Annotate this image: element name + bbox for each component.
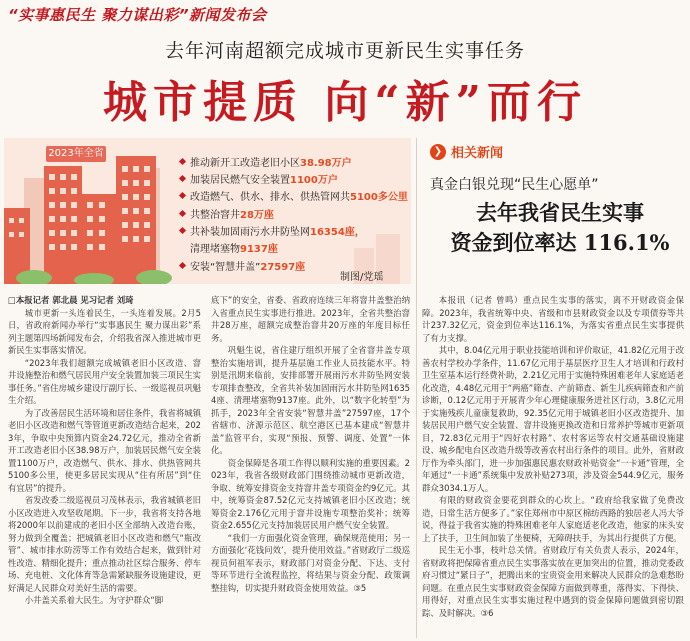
bullet-icon xyxy=(179,192,186,199)
related-title-line2: 资金到位率达 116.1% xyxy=(450,230,670,255)
article-column-1 xyxy=(8,294,201,640)
page-headline: 城市提质 向“新”而行 xyxy=(103,77,587,128)
infographic-items xyxy=(180,154,406,276)
byline: □本报记者 郭北晨 见习记者 刘琦 xyxy=(8,295,134,305)
paragraph: 底下”的安全，省委、省政府连续三年将窨井盖整治纳入省重点民生实事进行推进。2023年，全省共整治窨井28万座，超额完成整治窨井20万座的年度目标任务。 xyxy=(211,295,410,343)
year-tag: 2023年全省 xyxy=(46,146,106,162)
infographic-item: 共补装加固雨污水井防坠网 16354座， xyxy=(180,224,406,238)
paragraph: 资金保障是各项工作得以顺利实施的重要因素。2023年，我省各级财政部门围绕推动城市更新改造，争取、统筹安排资金支持窨井盖专项资金约9亿元。其中，统筹资金87.52亿元支持城镇老旧小区改造；统筹资金2.176亿元用于窨井设施专项整治奖补；统筹资金2.655亿元支持加装居民用户燃气安全装置。 xyxy=(211,457,410,530)
infographic-item: 清理堵塞物 9137座 xyxy=(190,244,278,256)
infographic-item: 改造燃气、供水、排水、供热管网共 5100多公里 xyxy=(180,189,406,203)
related-news-tag xyxy=(430,142,503,161)
infographic-item: 安装“智慧井盖” 27597座 xyxy=(180,258,406,272)
paragraph: 本报讯（记者 曾鸣）重点民生实事的落实，离不开财政资金保障。2023年，我省统筹中央、省级和市县财政资金以及专项债券等共计237.32亿元，资金到位率达116.1%，为落实省重点民生实事提供了有力支撑。 xyxy=(422,295,684,343)
bullet-icon xyxy=(179,227,186,234)
infographic-item: 共整治窨井 28万座 xyxy=(180,206,406,220)
paragraph: “我们一方面强化资金管理，确保规范使用；另一方面强化‘花钱问效’，提升使用效益。”省财政厅二级巡视员何祖军表示，财政部门对资金分配、下达、支付等环节进行全流程监控，将结果与资金分配、政策调整挂钩，切实提升财政资金使用效益。③5 xyxy=(211,532,410,593)
related-title-line1: 去年我省民生实事 xyxy=(476,200,644,225)
related-news-label: 相关新闻 xyxy=(451,146,504,161)
chevron-right-icon: ❯ xyxy=(430,144,446,160)
paragraph: 其中，8.04亿元用于职业技能培训和评价取证，41.82亿元用于改善农村学校办学条件，11.67亿元用于基层医疗卫生人才培训和行政村卫生室基本运行经费补助，2.21亿元用于实施特殊困难老年人家庭适老化改造，4.48亿元用于“两癌”筛查、产前筛查、新生儿疾病筛查和产前诊断，0.12亿元用于开展青少年心理健康服务进社区行动，3.8亿元用于实施残疾儿童康复救助，92.35亿元用于城镇老旧小区改造提升、加装居民用户燃气安全装置、窨井设施更换改造和日常养护等城市更新项目，72.83亿元用于“四好农村路”、农村客运等农村交通基础设施建设、城乡配电台区改造升级等改善农村出行条件的项目。此外，省财政厅作为牵头部门，进一步加强惠民惠农财政补贴资金“一卡通”管理，全年通过“一卡通”系统集中发放补贴273项，涉及资金544.9亿元，服务群众3034.1万人。 xyxy=(422,345,684,493)
paragraph: 有限的财政资金要花到群众的心坎上。“政府给我家做了免费改造，日常生活方便多了。”家住郑州市中原区棉纺西路的独居老人冯大爷说，得益于我省实施的特殊困难老年人家庭适老化改造，他家的床头安上了扶手，卫生间加装了坐便椅，无障碍扶手，为其出行提供了方便。 xyxy=(422,495,684,543)
bullet-icon xyxy=(179,157,186,164)
paragraph: 小井盖关系着大民生。为守护群众“脚 xyxy=(24,595,164,605)
paragraph: 巩魁生说，省住建厅组织开展了全省窨井盖专项整治实施培训，提升基层施工作业人员技能水平。特别是汛期来临前，安排部署开展雨污水井防坠网安装专项排查整改，全省共补装加固雨污水井防坠网16354座、清理堵塞物9137座。此外，以“数字化转型”为抓手，2023年全省安装“智慧井盖”27597座，17个省辖市、济源示范区、航空港区已基本建成“智慧井盖”监管平台，实现“预报、预警、调度、处置”一体化。 xyxy=(211,345,410,455)
article-column-2 xyxy=(211,294,410,640)
related-title xyxy=(440,198,680,258)
bullet-icon xyxy=(179,262,186,269)
bullet-icon xyxy=(179,210,186,217)
graphic-credit: 制图/党瑶 xyxy=(340,272,384,283)
infographic-item: 推动新开工改造老旧小区 38.98万户 xyxy=(180,154,406,168)
paragraph: 省发改委二级巡视员习茂林表示，我省城镇老旧小区改造进入攻坚收尾期。下一步，我省将支持各地将2000年以前建成的老旧小区全部纳入改造台账，努力做到全覆盖；把城镇老旧小区改造和燃气“瓶改管”、城市排水防涝等工作有效结合起来，做到针对性改造、精细化提升；重点推动社区综合服务、停车场、充电桩、文化体育等急需紧缺服务设施建设，更好满足人民群众对美好生活的需要。 xyxy=(8,495,201,593)
paragraph: “2023年我们超额完成城镇老旧小区改造、窨井设施整治和燃气居民用户安全装置加装三项民生实事任务。”省住房城乡建设厅副厅长、一级巡视员巩魁生介绍。 xyxy=(8,357,201,405)
paragraph: 民生无小事，枝叶总关情。省财政厅有关负责人表示，2024年，省财政将把保障省重点民生实事落实放在更加突出的位置，推动党委政府习惯过“紧日子”，把腾出来的宝贵资金用来解决人民群众的急难愁盼问题。在重点民生实事财政资金保障方面做到尊重，落得实、下得快、用得好，对重点民生实事实施过程中遇到的资金保障问题做到密切跟踪、及时解决。③6 xyxy=(422,545,684,618)
page-subtitle: 去年河南超额完成城市更新民生实事任务 xyxy=(164,40,525,62)
bullet-icon xyxy=(179,175,186,182)
paragraph: 为了改善居民生活环境和居住条件，我省将城镇老旧小区改造和燃气等管道更新改造结合起来，2023年，争取中央预算内资金24.72亿元，推动全省新开工改造老旧小区38.98万户，加装居民燃气安全装置1100万户，改造燃气、供水、排水、供热管网共5100多公里，使更多居民实现从“住有所居”到“住有宜居”的提升。 xyxy=(8,407,201,493)
related-kicker: 真金白银兑现“民生心愿单” xyxy=(430,177,599,193)
series-kicker: “实事惠民生 聚力谋出彩”新闻发布会 xyxy=(8,6,267,24)
column-divider xyxy=(416,138,417,638)
related-article-body xyxy=(422,294,684,640)
paragraph: 城市更新一头连着民生，一头连着发展。2月5日，省政府新闻办举行“实事惠民生 聚力谋出彩”系列主题第四场新闻发布会，介绍我省深入推进城市更新民生实事落实情况。 xyxy=(8,307,201,355)
infographic-item: 加装居民燃气安全装置 1100万户 xyxy=(180,171,406,185)
